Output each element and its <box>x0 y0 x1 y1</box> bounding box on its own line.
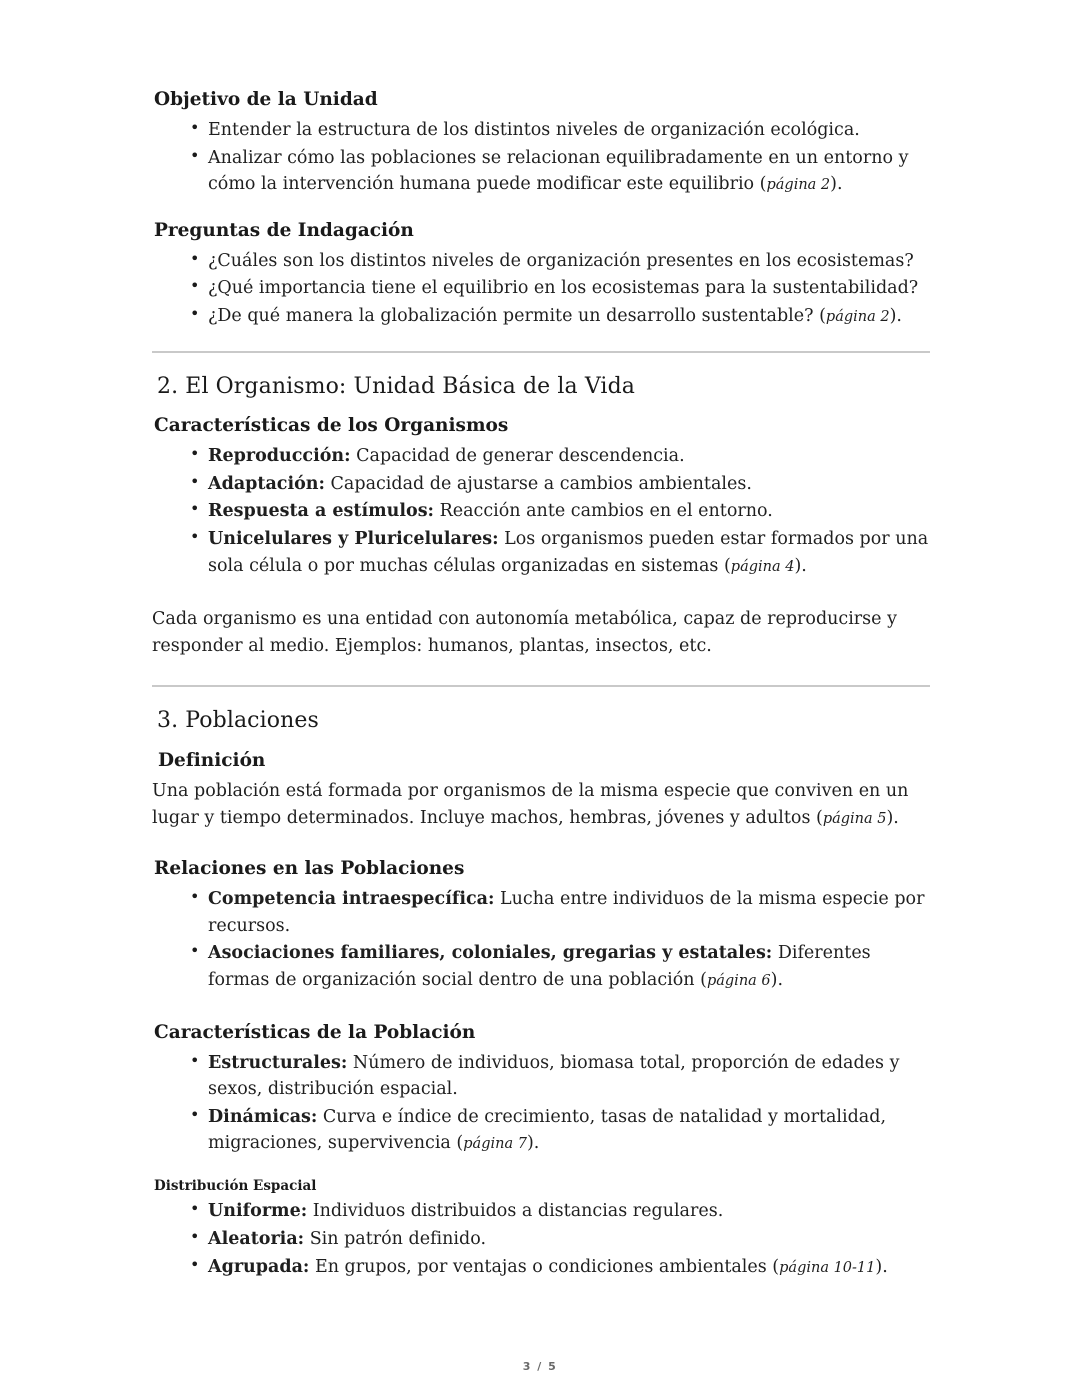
caracteristicas-poblacion-heading: Características de la Población <box>154 1021 476 1043</box>
page-reference: página 2 <box>825 309 890 326</box>
list-item <box>152 1254 932 1281</box>
list-item-lead: Competencia intraespecífica: <box>208 889 495 910</box>
list-item-text: ¿De qué manera la globalización permite un desarrollo sustentable? ( <box>208 306 826 327</box>
list-item-text: Reacción ante cambios en el entorno. <box>434 501 773 522</box>
list-item-lead: Asociaciones familiares, coloniales, gregarias y estatales: <box>208 943 773 964</box>
list-item <box>152 443 932 470</box>
list-item <box>152 498 932 525</box>
definicion-heading: Definición <box>158 749 266 771</box>
list-item-lead: Uniforme: <box>208 1201 308 1222</box>
list-item-lead: Unicelulares y Pluricelulares: <box>208 528 499 549</box>
relaciones-heading: Relaciones en las Poblaciones <box>154 858 465 880</box>
list-item-text: Diferentes formas de organización social dentro de una población ( <box>208 943 871 990</box>
distribucion-list <box>152 1198 932 1280</box>
list-item-lead: Dinámicas: <box>208 1106 318 1127</box>
page-footer: 3 / 5 <box>522 1360 558 1373</box>
list-item-lead: Estructurales: <box>208 1052 348 1073</box>
list-item-suffix: ). <box>526 1133 540 1154</box>
spacer <box>152 331 932 351</box>
objetivo-heading: Objetivo de la Unidad <box>154 89 378 110</box>
list-item-text: Lucha entre individuos de la misma especie por recursos. <box>208 889 925 936</box>
preguntas-block <box>152 219 932 330</box>
list-item-suffix: ). <box>875 1256 888 1277</box>
spacer <box>152 1158 932 1178</box>
page-reference: página 6 <box>706 972 771 989</box>
list-item <box>152 1050 932 1103</box>
definicion-suffix: ). <box>886 807 899 828</box>
page-reference: página 10-11 <box>779 1259 876 1276</box>
spacer <box>152 199 932 219</box>
list-item-text: Individuos distribuidos a distancias regulares. <box>307 1201 724 1222</box>
list-item <box>152 145 932 198</box>
list-item-suffix: ). <box>830 174 843 195</box>
list-item <box>152 940 932 993</box>
objetivo-list <box>152 117 932 198</box>
spacer <box>152 831 932 857</box>
page-reference: página 5 <box>822 810 887 827</box>
list-item-lead: Adaptación: <box>208 473 325 494</box>
list-item-lead: Respuesta a estímulos: <box>208 501 435 522</box>
seccion2-title: 2. El Organismo: Unidad Básica de la Vida <box>157 373 635 399</box>
list-item-suffix: ). <box>889 306 902 327</box>
list-item-text: Número de individuos, biomasa total, proporción de edades y sexos, distribución espacial. <box>208 1052 900 1100</box>
definicion-paragraph <box>152 778 932 831</box>
list-item-text: Entender la estructura de los distintos niveles de organización ecológica. <box>208 120 860 141</box>
list-item <box>152 1226 932 1253</box>
list-item <box>152 1104 932 1157</box>
spacer <box>152 353 932 373</box>
list-item <box>152 886 932 939</box>
spacer <box>152 580 932 606</box>
list-item <box>152 1198 932 1225</box>
list-item-text: Capacidad de generar descendencia. <box>350 446 685 467</box>
seccion2-block <box>152 373 932 660</box>
page-reference: página 7 <box>463 1136 527 1153</box>
list-item-text: En grupos, por ventajas o condiciones ambientales ( <box>309 1256 780 1277</box>
page-reference: página 4 <box>730 558 795 575</box>
caracteristicas-poblacion-list <box>152 1050 932 1157</box>
seccion3-block <box>152 707 932 1280</box>
list-item-text: ¿Qué importancia tiene el equilibrio en los ecosistemas para la sustentabilidad? <box>208 278 919 299</box>
list-item <box>152 303 932 330</box>
spacer <box>152 687 932 707</box>
list-item <box>152 248 932 275</box>
document-content <box>152 88 932 1280</box>
objetivo-block <box>152 88 932 198</box>
seccion2-caracteristicas-list <box>152 443 932 579</box>
list-item <box>152 526 932 579</box>
list-item <box>152 471 932 498</box>
spacer <box>152 659 932 685</box>
list-item <box>152 275 932 302</box>
list-item-lead: Aleatoria: <box>208 1229 305 1250</box>
preguntas-heading: Preguntas de Indagación <box>154 219 414 241</box>
list-item-lead: Reproducción: <box>208 446 351 467</box>
definicion-text: Una población está formada por organismos de la misma especie que conviven en un lugar y tiempo determinados. Incluye machos, hembras, jóvenes y adultos ( <box>152 780 909 828</box>
seccion3-title: 3. Poblaciones <box>157 708 319 734</box>
list-item-suffix: ). <box>794 555 807 576</box>
list-item-text: Sin patrón definido. <box>304 1229 487 1250</box>
list-item-lead: Agrupada: <box>208 1256 310 1277</box>
seccion2-paragraph: Cada organismo es una entidad con autonomía metabólica, capaz de reproducirse y responder al medio. Ejemplos: humanos, plantas, insectos, etc. <box>152 609 897 656</box>
page-reference: página 2 <box>766 177 831 194</box>
list-item-text: Analizar cómo las poblaciones se relacionan equilibradamente en un entorno y cómo la intervención humana puede modificar este equilibrio ( <box>208 147 909 195</box>
distribucion-heading: Distribución Espacial <box>154 1177 317 1194</box>
list-item <box>152 117 932 144</box>
list-item-text: Curva e índice de crecimiento, tasas de natalidad y mortalidad, migraciones, supervivencia ( <box>208 1106 887 1154</box>
list-item-suffix: ). <box>770 969 784 990</box>
relaciones-list <box>152 886 932 993</box>
list-item-text: Capacidad de ajustarse a cambios ambientales. <box>324 473 752 494</box>
preguntas-list <box>152 248 932 330</box>
spacer <box>152 995 932 1021</box>
list-item-text: ¿Cuáles son los distintos niveles de organización presentes en los ecosistemas? <box>208 250 914 271</box>
seccion2-caracteristicas-heading: Características de los Organismos <box>154 415 509 437</box>
list-item-text: Los organismos pueden estar formados por una sola célula o por muchas células organizadas en sistemas ( <box>208 528 929 576</box>
